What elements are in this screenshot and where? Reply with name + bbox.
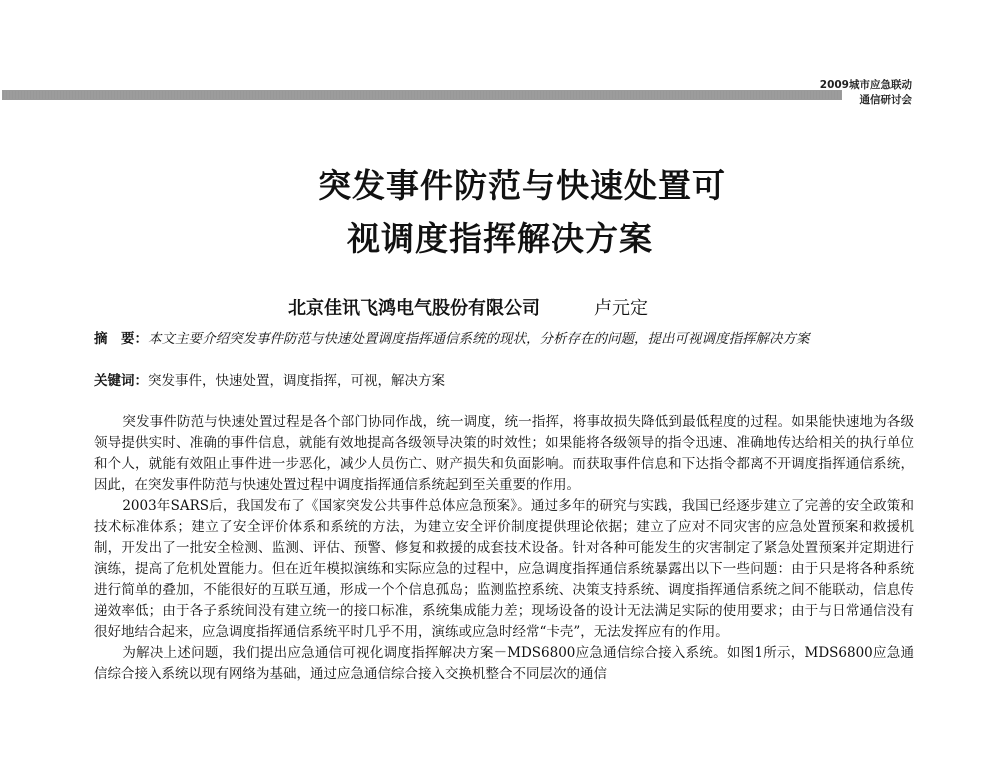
keywords [94,372,914,391]
byline [288,294,648,320]
paragraph: 2003年SARS后，我国发布了《国家突发公共事件总体应急预案》。通过多年的研究与实践，我国已经逐步建立了完善的安全政策和技术标准体系；建立了安全评价体系和系统的方法，为建立安全评价制度提供理论依据；建立了应对不同灾害的应急处置预案和救援机制，开发出了一批安全检测、监测、评估、预警、修复和救援的成套技术设备。针对各种可能发生的灾害制定了紧急处置预案并定期进行演练，提高了危机处置能力。但在近年模拟演练和实际应急的过程中，应急调度指挥通信系统暴露出以下一些问题：由于只是将各种系统进行简单的叠加，不能很好的互联互通，形成一个个信息孤岛；监测监控系统、决策支持系统、调度指挥通信系统之间不能联动，信息传递效率低；由于各子系统间没有建立统一的接口标准，系统集成能力差；现场设备的设计无法满足实际的使用要求；由于与日常通信没有很好地结合起来，应急调度指挥通信系统平时几乎不用，演练或应急时经常“卡壳”，无法发挥应有的作用。 [94,498,914,640]
conference-label-line1: 2009城市应急联动 [819,79,912,91]
title-line-2: 视调度指挥解决方案 [347,219,653,258]
keywords-label: 关键词： [94,373,148,389]
paragraph: 为解决上述问题，我们提出应急通信可视化调度指挥解决方案－MDS6800应急通信综合接入系统。如图1所示，MDS6800应急通信综合接入系统以现有网络为基础，通过应急通信综合接入交换机整合不同层次的通信 [94,645,914,682]
keywords-text: 突发事件，快速处置，调度指挥，可视，解决方案 [148,373,445,389]
abstract [94,330,914,349]
body-text [94,412,914,685]
title-line-1: 突发事件防范与快速处置可 [318,166,726,205]
conference-label-line2: 通信研讨会 [859,94,912,106]
paragraph: 突发事件防范与快速处置过程是各个部门协同作战，统一调度，统一指挥，将事故损失降低到最低程度的过程。如果能快速地为各级领导提供实时、准确的事件信息，就能有效地提高各级领导决策的时效性；如果能将各级领导的指令迅速、准确地传达给相关的执行单位和个人，就能有效阻止事件进一步恶化，减少人员伤亡、财产损失和负面影响。而获取事件信息和下达指令都离不开调度指挥通信系统，因此，在突发事件防范与快速处置过程中调度指挥通信系统起到至关重要的作用。 [94,414,914,493]
header-rule [2,90,842,100]
abstract-label: 摘 要： [94,331,148,347]
author: 卢元定 [594,298,648,319]
organization: 北京佳讯飞鸿电气股份有限公司 [288,298,540,319]
conference-label [820,78,912,108]
abstract-text: 本文主要介绍突发事件防范与快速处置调度指挥通信系统的现状，分析存在的问题，提出可视调度指挥解决方案 [148,331,810,347]
